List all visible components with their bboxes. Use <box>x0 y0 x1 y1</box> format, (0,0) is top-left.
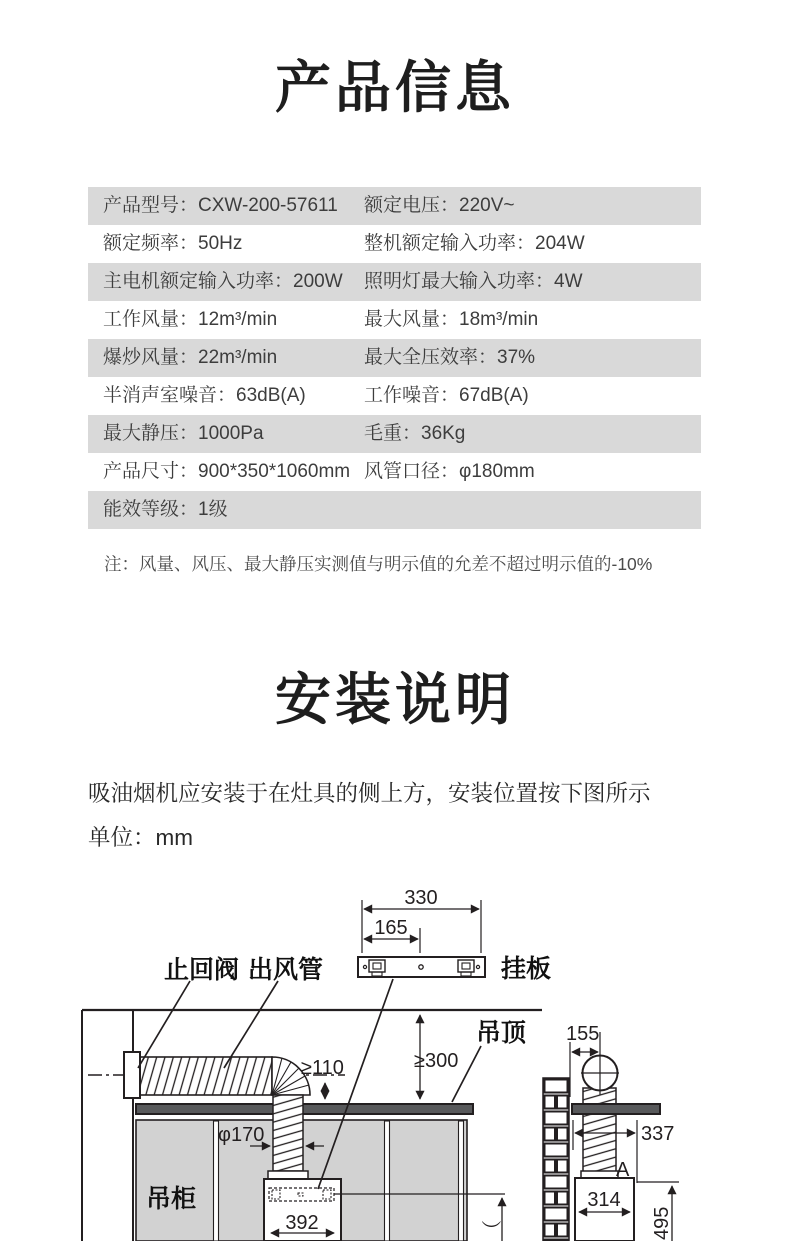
cutoff-dim-label: （ <box>482 1220 504 1240</box>
svg-text:155: 155 <box>566 1023 600 1045</box>
spec-cell: 主电机额定输入功率：200W <box>103 271 343 292</box>
outlet-duct-label: 出风管 <box>248 956 324 984</box>
ceiling-board-main <box>136 1104 473 1114</box>
svg-text:337: 337 <box>641 1123 675 1145</box>
install-unit: 单位：mm <box>88 825 193 850</box>
spec-cell: 产品尺寸：900*350*1060mm <box>103 461 351 482</box>
spec-cell: 最大静压：1000Pa <box>103 423 264 444</box>
tolerance-note: 注：风量、风压、最大静压实测值与明示值的允差不超过明示值的-10% <box>104 554 653 574</box>
table-row <box>88 301 701 339</box>
spec-cell: 照明灯最大输入功率：4W <box>364 271 583 292</box>
installation-diagram <box>0 850 790 1241</box>
table-row <box>88 339 701 377</box>
svg-text:≥110: ≥110 <box>301 1057 344 1079</box>
spec-cell: 整机额定输入功率：204W <box>364 233 585 254</box>
svg-text:165: 165 <box>374 917 408 939</box>
table-row <box>88 377 701 415</box>
table-row <box>88 453 701 491</box>
hanging-plate-detail <box>358 957 485 977</box>
spec-cell: 最大全压效率：37% <box>364 347 536 368</box>
spec-cell: 风管口径：φ180mm <box>364 461 535 482</box>
outlet-duct-run <box>124 1052 310 1098</box>
spec-cell: 产品型号：CXW-200-57611 <box>103 195 338 216</box>
svg-text:330: 330 <box>404 887 438 909</box>
spec-cell: 额定频率：50Hz <box>103 233 243 254</box>
svg-text:314: 314 <box>587 1189 621 1211</box>
svg-text:392: 392 <box>285 1212 319 1234</box>
ceiling-label: 吊顶 <box>476 1019 527 1047</box>
spec-cell: 毛重：36Kg <box>364 423 466 444</box>
install-title: 安装说明 <box>275 668 515 731</box>
spec-cell: 最大风量：18m³/min <box>364 309 539 330</box>
svg-text:A: A <box>616 1159 630 1181</box>
spec-cell: 工作风量：12m³/min <box>103 309 278 330</box>
spec-cell: 爆炒风量：22m³/min <box>103 347 278 368</box>
brick-wall <box>543 1078 569 1241</box>
spec-table <box>88 187 701 529</box>
install-text: 吸油烟机应安装于在灶具的侧上方，安装位置按下图所示 <box>88 781 651 806</box>
table-row <box>88 225 701 263</box>
product-info-title: 产品信息 <box>275 56 515 119</box>
spec-cell: 能效等级：1级 <box>103 499 228 520</box>
check-valve-body <box>124 1052 140 1098</box>
table-row <box>88 187 701 225</box>
spec-cell: 工作噪音：67dB(A) <box>364 385 529 406</box>
check-valve-label: 止回阀 <box>164 956 240 984</box>
svg-text:φ170: φ170 <box>218 1124 265 1146</box>
cabinet-label: 吊柜 <box>146 1185 197 1213</box>
svg-text:495: 495 <box>651 1206 673 1240</box>
table-row <box>88 263 701 301</box>
table-row <box>88 415 701 453</box>
table-row <box>88 491 701 529</box>
spec-cell: 半消声室噪音：63dB(A) <box>103 385 306 406</box>
plate-dimensions <box>362 887 481 953</box>
svg-text:≥300: ≥300 <box>414 1050 459 1072</box>
spec-cell: 额定电压：220V~ <box>364 195 515 216</box>
hanging-plate-label: 挂板 <box>501 955 552 983</box>
